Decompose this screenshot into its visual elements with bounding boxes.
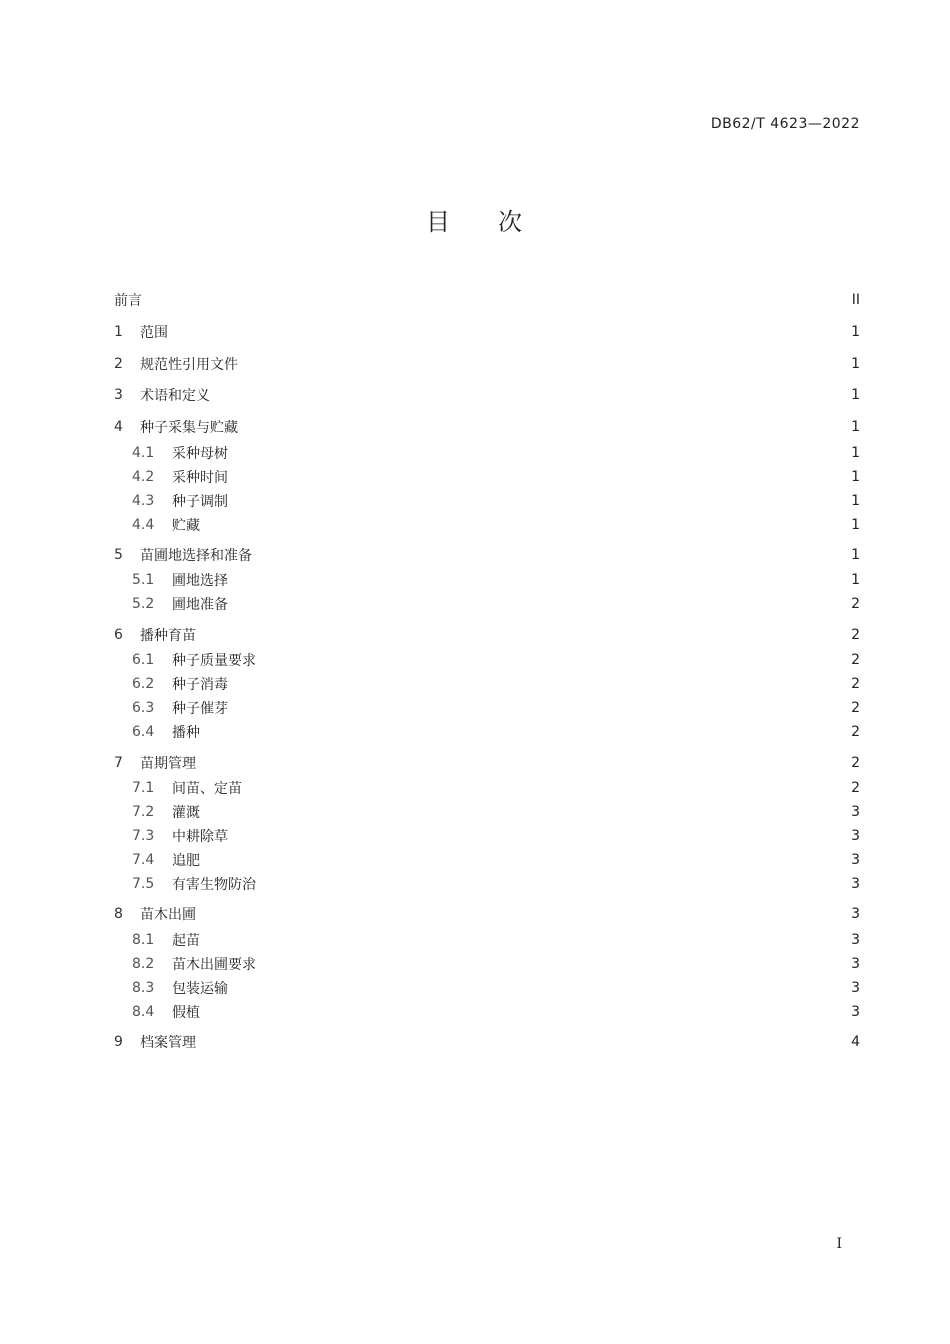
toc-entry-number: 6.2	[132, 676, 155, 692]
toc-entry-number: 8	[114, 906, 123, 922]
toc-entry-label: 苗圃地选择和准备	[140, 548, 252, 564]
toc-entry-page: 1	[851, 324, 860, 340]
toc-entry-number: 6	[114, 627, 123, 643]
toc-entry-9[interactable]	[114, 1032, 860, 1052]
dot-leader	[202, 1032, 844, 1052]
toc-entry-page: 1	[851, 572, 860, 588]
toc-entry-1[interactable]	[114, 322, 860, 342]
toc-entry-page: 1	[851, 445, 860, 461]
toc-entry-page: 3	[851, 1004, 860, 1020]
toc-entry-number: 5	[114, 547, 123, 563]
dot-leader	[234, 491, 844, 511]
toc-entry-page: 1	[851, 493, 860, 509]
toc-entry-label: 包装运输	[172, 981, 228, 997]
dot-leader	[206, 515, 844, 535]
toc-entry-7-5[interactable]	[132, 874, 860, 894]
toc-entry-page: 4	[851, 1034, 860, 1050]
toc-entry-page: 2	[851, 724, 860, 740]
toc-entry-6[interactable]	[114, 625, 860, 645]
toc-entry-label: 采种时间	[172, 470, 228, 486]
dot-leader	[234, 570, 844, 590]
toc-entry-6-4[interactable]	[132, 722, 860, 742]
toc-entry-number: 6.3	[132, 700, 155, 716]
toc-entry-page: II	[851, 292, 860, 308]
toc-entry-page: 2	[851, 652, 860, 668]
dot-leader	[262, 650, 844, 670]
toc-entry-2[interactable]	[114, 354, 860, 374]
toc-title-char-2: 次	[498, 208, 524, 236]
toc-entry-number: 6.1	[132, 652, 155, 668]
toc-entry-page: 2	[851, 780, 860, 796]
toc-entry-4-3[interactable]	[132, 491, 860, 511]
toc-entry-number: 4.1	[132, 445, 155, 461]
toc-entry-label: 播种	[172, 725, 200, 741]
toc-entry-label: 起苗	[172, 933, 200, 949]
dot-leader	[262, 954, 844, 974]
toc-entry-number: 3	[114, 387, 123, 403]
toc-entry-number: 8.1	[132, 932, 155, 948]
toc-entry-number: 7.2	[132, 804, 155, 820]
toc-entry-page: 1	[851, 356, 860, 372]
toc-entry-label: 假植	[172, 1005, 200, 1021]
dot-leader	[234, 698, 844, 718]
toc-entry-number: 7.5	[132, 876, 155, 892]
toc-entry-label: 播种育苗	[140, 628, 196, 644]
toc-entry-page: 2	[851, 596, 860, 612]
toc-entry-8-2[interactable]	[132, 954, 860, 974]
toc-entry-4[interactable]	[114, 417, 860, 437]
dot-leader	[244, 417, 844, 437]
toc-entry-8-4[interactable]	[132, 1002, 860, 1022]
toc-entry-label: 种子调制	[172, 494, 228, 510]
toc-entry-label: 规范性引用文件	[140, 357, 238, 373]
toc-entry-page: 1	[851, 387, 860, 403]
dot-leader	[234, 443, 844, 463]
toc-entry-number: 7.4	[132, 852, 155, 868]
toc-entry-7-2[interactable]	[132, 802, 860, 822]
toc-entry-page: 1	[851, 469, 860, 485]
toc-entry-5-2[interactable]	[132, 594, 860, 614]
toc-entry-label: 范围	[140, 325, 168, 341]
toc-entry-page: 3	[851, 932, 860, 948]
toc-entry-page: 2	[851, 676, 860, 692]
toc-entry-page: 2	[851, 755, 860, 771]
dot-leader	[234, 467, 844, 487]
toc-entry-label: 有害生物防治	[172, 877, 256, 893]
dot-leader	[206, 722, 844, 742]
toc-entry-label: 种子催芽	[172, 701, 228, 717]
toc-entry-page: 3	[851, 956, 860, 972]
toc-entry-page: 1	[851, 419, 860, 435]
toc-entry-page: 3	[851, 906, 860, 922]
toc-entry-foreword[interactable]	[114, 290, 860, 310]
toc-entry-number: 7	[114, 755, 123, 771]
toc-entry-8[interactable]	[114, 904, 860, 924]
toc-entry-page: 3	[851, 804, 860, 820]
toc-entry-number: 4.2	[132, 469, 155, 485]
toc-entry-label: 术语和定义	[140, 388, 210, 404]
page-folio: I	[836, 1236, 842, 1252]
toc-entry-number: 8.2	[132, 956, 155, 972]
dot-leader	[202, 625, 844, 645]
toc-entry-page: 2	[851, 627, 860, 643]
toc-entry-number: 1	[114, 324, 123, 340]
toc-entry-label: 追肥	[172, 853, 200, 869]
toc-entry-page: 1	[851, 517, 860, 533]
toc-entry-4-1[interactable]	[132, 443, 860, 463]
toc-entry-label: 圃地准备	[172, 597, 228, 613]
toc-entry-4-2[interactable]	[132, 467, 860, 487]
toc-entry-7-4[interactable]	[132, 850, 860, 870]
toc-entry-label: 采种母树	[172, 446, 228, 462]
toc-entry-page: 3	[851, 876, 860, 892]
toc-entry-5[interactable]	[114, 545, 860, 565]
toc-entry-number: 4	[114, 419, 123, 435]
toc-entry-label: 圃地选择	[172, 573, 228, 589]
toc-entry-7-3[interactable]	[132, 826, 860, 846]
document-code: DB62/T 4623—2022	[710, 116, 860, 132]
toc-entry-number: 5.2	[132, 596, 155, 612]
toc-entry-number: 7.3	[132, 828, 155, 844]
toc-entry-label: 档案管理	[140, 1035, 196, 1051]
toc-entry-number: 9	[114, 1034, 123, 1050]
toc-entry-label: 苗木出圃	[140, 907, 196, 923]
toc-entry-page: 3	[851, 852, 860, 868]
dot-leader	[234, 674, 844, 694]
toc-entry-page: 3	[851, 828, 860, 844]
toc-entry-7-1[interactable]	[132, 778, 860, 798]
toc-entry-number: 5.1	[132, 572, 155, 588]
toc-entry-5-1[interactable]	[132, 570, 860, 590]
toc-entry-label: 种子质量要求	[172, 653, 256, 669]
toc-entry-number: 7.1	[132, 780, 155, 796]
dot-leader	[244, 354, 844, 374]
toc-entry-3[interactable]	[114, 385, 860, 405]
toc-entry-label: 苗木出圃要求	[172, 957, 256, 973]
toc-entry-6-3[interactable]	[132, 698, 860, 718]
toc-entry-7[interactable]	[114, 753, 860, 773]
dot-leader	[206, 850, 844, 870]
toc-entry-8-1[interactable]	[132, 930, 860, 950]
dot-leader	[206, 930, 844, 950]
toc-entry-page: 3	[851, 980, 860, 996]
toc-entry-label: 灌溉	[172, 805, 200, 821]
dot-leader	[262, 874, 844, 894]
toc-entry-number: 8.4	[132, 1004, 155, 1020]
toc-entry-label: 种子采集与贮藏	[140, 420, 238, 436]
dot-leader	[216, 385, 844, 405]
dot-leader	[148, 290, 844, 310]
toc-entry-page: 2	[851, 700, 860, 716]
toc-entry-6-1[interactable]	[132, 650, 860, 670]
dot-leader	[234, 826, 844, 846]
toc-entry-number: 2	[114, 356, 123, 372]
dot-leader	[234, 978, 844, 998]
dot-leader	[206, 802, 844, 822]
dot-leader	[202, 904, 844, 924]
toc-entry-number: 4.4	[132, 517, 155, 533]
dot-leader	[174, 322, 844, 342]
dot-leader	[258, 545, 844, 565]
toc-entry-8-3[interactable]	[132, 978, 860, 998]
toc-entry-label: 中耕除草	[172, 829, 228, 845]
toc-entry-6-2[interactable]	[132, 674, 860, 694]
dot-leader	[202, 753, 844, 773]
toc-title-char-1: 目	[426, 208, 452, 236]
toc-entry-number: 6.4	[132, 724, 155, 740]
toc-entry-label: 苗期管理	[140, 756, 196, 772]
dot-leader	[206, 1002, 844, 1022]
toc-entry-label: 间苗、定苗	[172, 781, 242, 797]
toc-entry-4-4[interactable]	[132, 515, 860, 535]
dot-leader	[248, 778, 844, 798]
toc-entry-label: 前言	[114, 293, 142, 309]
toc-entry-label: 贮藏	[172, 518, 200, 534]
toc-entry-number: 4.3	[132, 493, 155, 509]
toc-entry-number: 8.3	[132, 980, 155, 996]
toc-entry-label: 种子消毒	[172, 677, 228, 693]
toc-entry-page: 1	[851, 547, 860, 563]
dot-leader	[234, 594, 844, 614]
